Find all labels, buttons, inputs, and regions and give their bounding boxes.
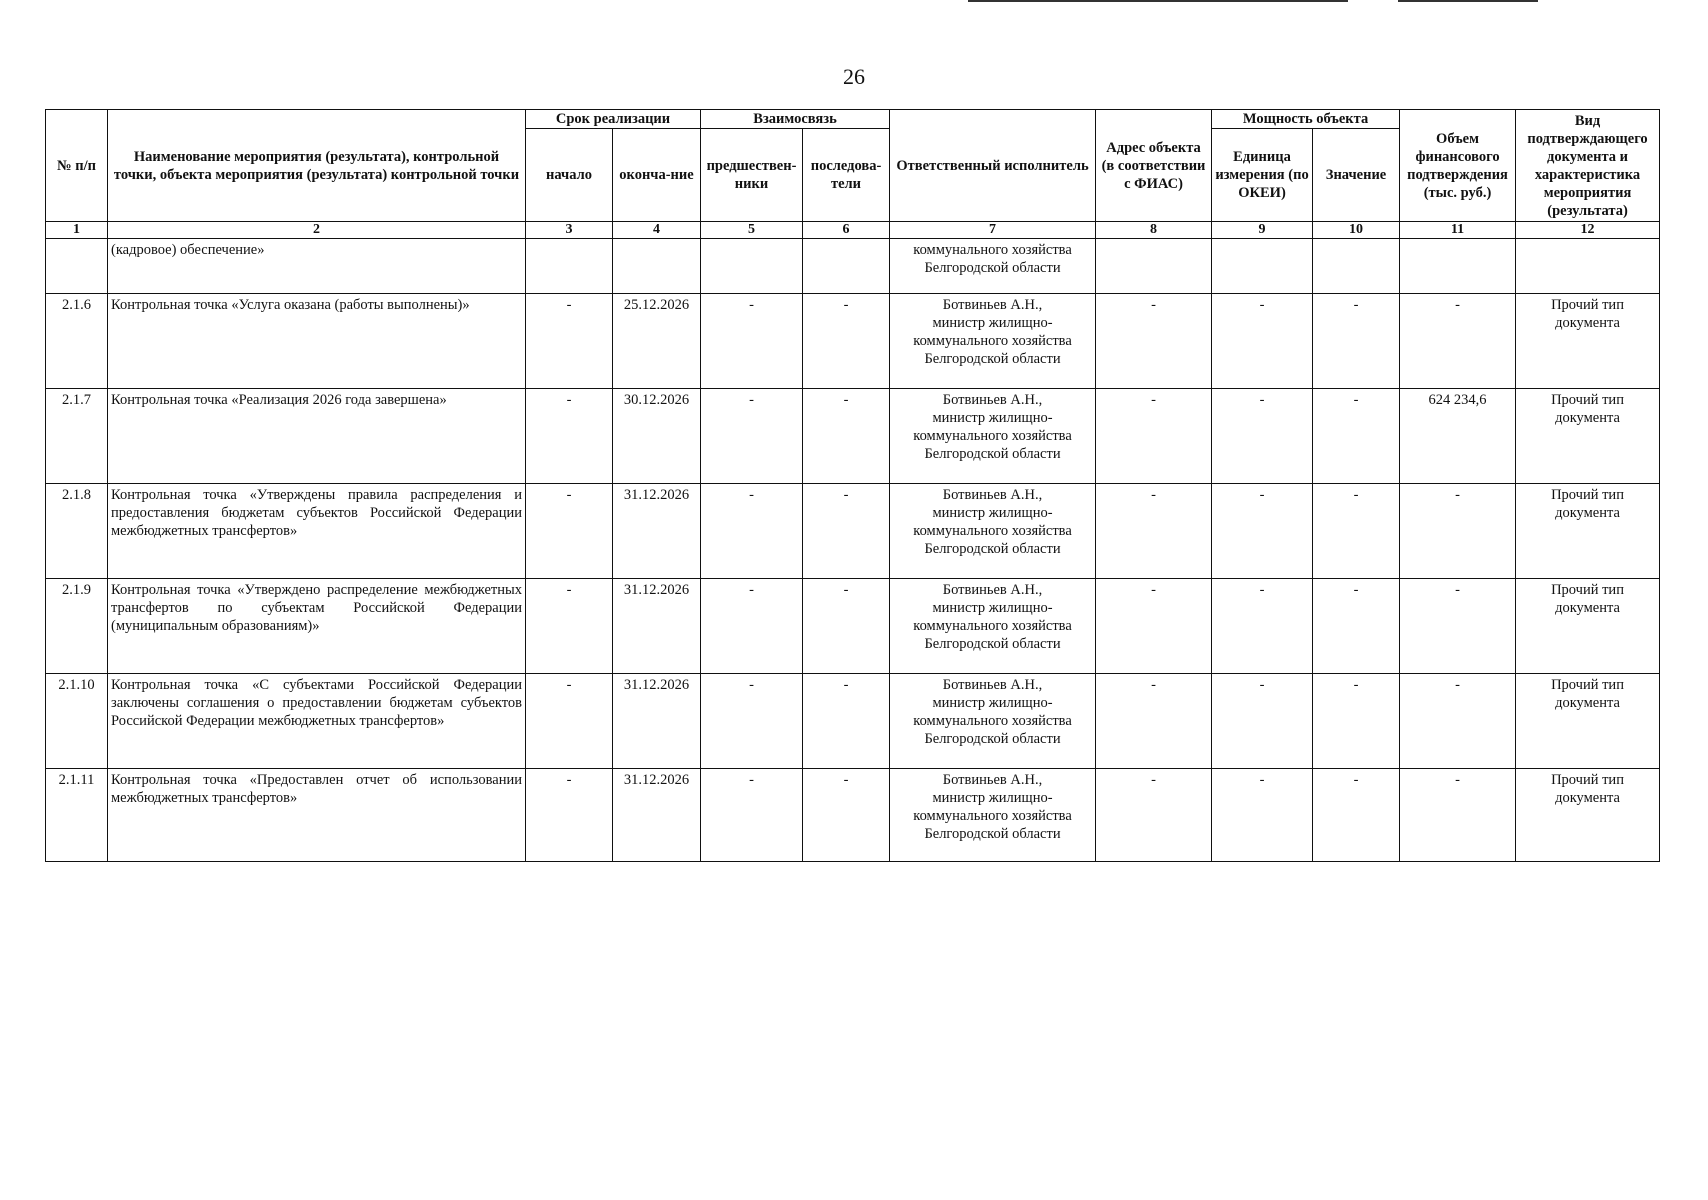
cell-unit: -: [1212, 389, 1313, 484]
cell-address: -: [1096, 769, 1212, 862]
column-number: 2: [108, 222, 526, 239]
cell-responsible: [890, 484, 1096, 579]
cell-value: -: [1313, 294, 1400, 389]
cell-pred: -: [701, 579, 803, 674]
cell-end: 30.12.2026: [613, 389, 701, 484]
responsible-line: Ботвиньев А.Н.,: [942, 297, 1043, 313]
responsible-line: коммунального хозяйства: [913, 242, 1072, 258]
cell-unit: -: [1212, 484, 1313, 579]
cell-num: 2.1.7: [46, 389, 108, 484]
top-rule-right: [1398, 0, 1538, 2]
table-row: [46, 674, 1660, 769]
responsible-line: коммунального хозяйства: [913, 808, 1072, 824]
cell-end: 31.12.2026: [613, 579, 701, 674]
column-number: 4: [613, 222, 701, 239]
cell-responsible: [890, 294, 1096, 389]
cell-address: -: [1096, 294, 1212, 389]
cell-doc: [1516, 239, 1660, 294]
cell-succ: [803, 239, 890, 294]
cell-address: -: [1096, 389, 1212, 484]
responsible-line: Белгородской области: [924, 351, 1061, 367]
cell-num: 2.1.8: [46, 484, 108, 579]
cell-value: [1313, 239, 1400, 294]
cell-pred: -: [701, 484, 803, 579]
header-period-group: Срок реализации: [526, 110, 701, 129]
cell-value: -: [1313, 389, 1400, 484]
column-number: 12: [1516, 222, 1660, 239]
cell-volume: -: [1400, 674, 1516, 769]
cell-pred: -: [701, 674, 803, 769]
cell-succ: -: [803, 769, 890, 862]
header-doc-type: Вид подтверждающего документа и характеристика мероприятия (результата): [1516, 110, 1660, 222]
cell-unit: -: [1212, 294, 1313, 389]
cell-responsible: [890, 674, 1096, 769]
responsible-line: Ботвиньев А.Н.,: [942, 487, 1043, 503]
cell-start: -: [526, 674, 613, 769]
cell-volume: -: [1400, 294, 1516, 389]
cell-volume: 624 234,6: [1400, 389, 1516, 484]
cell-start: [526, 239, 613, 294]
table-row: [46, 484, 1660, 579]
column-number: 8: [1096, 222, 1212, 239]
cell-doc: Прочий тип документа: [1516, 484, 1660, 579]
header-address: Адрес объекта (в соответствии с ФИАС): [1096, 110, 1212, 222]
responsible-line: Белгородской области: [924, 446, 1061, 462]
responsible-line: коммунального хозяйства: [913, 333, 1072, 349]
table-row: [46, 769, 1660, 862]
responsible-line: министр жилищно-: [932, 505, 1053, 521]
cell-end: 31.12.2026: [613, 674, 701, 769]
header-responsible: Ответственный исполнитель: [890, 110, 1096, 222]
table-row: [46, 294, 1660, 389]
cell-address: [1096, 239, 1212, 294]
top-rule-left: [968, 0, 1348, 2]
cell-address: -: [1096, 484, 1212, 579]
cell-unit: -: [1212, 769, 1313, 862]
responsible-line: коммунального хозяйства: [913, 523, 1072, 539]
cell-end: [613, 239, 701, 294]
cell-volume: -: [1400, 579, 1516, 674]
responsible-line: министр жилищно-: [932, 410, 1053, 426]
responsible-line: министр жилищно-: [932, 790, 1053, 806]
column-numbers-row: [46, 222, 1660, 239]
header-successors: последова-тели: [803, 129, 890, 222]
cell-doc: Прочий тип документа: [1516, 389, 1660, 484]
header-num: № п/п: [46, 110, 108, 222]
column-number: 11: [1400, 222, 1516, 239]
cell-doc: Прочий тип документа: [1516, 294, 1660, 389]
cell-value: -: [1313, 769, 1400, 862]
cell-num: 2.1.9: [46, 579, 108, 674]
column-number: 1: [46, 222, 108, 239]
cell-name: Контрольная точка «Услуга оказана (работы выполнены)»: [108, 294, 526, 389]
responsible-line: Белгородской области: [924, 636, 1061, 652]
cell-doc: Прочий тип документа: [1516, 769, 1660, 862]
responsible-line: министр жилищно-: [932, 695, 1053, 711]
cell-name: Контрольная точка «Утверждено распределение межбюджетных трансфертов по субъектам Российской Федерации (муниципальным образованиям)»: [108, 579, 526, 674]
cell-responsible: [890, 239, 1096, 294]
responsible-line: Белгородской области: [924, 260, 1061, 276]
cell-start: -: [526, 769, 613, 862]
cell-volume: -: [1400, 769, 1516, 862]
header-start: начало: [526, 129, 613, 222]
cell-responsible: [890, 769, 1096, 862]
header-predecessors: предшествен-ники: [701, 129, 803, 222]
header-capacity-group: Мощность объекта: [1212, 110, 1400, 129]
column-number: 5: [701, 222, 803, 239]
cell-pred: -: [701, 389, 803, 484]
column-number: 6: [803, 222, 890, 239]
header-value: Значение: [1313, 129, 1400, 222]
header-name: Наименование мероприятия (результата), контрольной точки, объекта мероприятия (результата) контрольной точки: [108, 110, 526, 222]
column-number: 9: [1212, 222, 1313, 239]
cell-address: -: [1096, 579, 1212, 674]
cell-volume: [1400, 239, 1516, 294]
responsible-line: коммунального хозяйства: [913, 713, 1072, 729]
header-link-group: Взаимосвязь: [701, 110, 890, 129]
cell-start: -: [526, 484, 613, 579]
cell-doc: Прочий тип документа: [1516, 579, 1660, 674]
responsible-line: министр жилищно-: [932, 600, 1053, 616]
cell-doc: Прочий тип документа: [1516, 674, 1660, 769]
responsible-line: Ботвиньев А.Н.,: [942, 582, 1043, 598]
cell-responsible: [890, 389, 1096, 484]
responsible-line: министр жилищно-: [932, 315, 1053, 331]
column-number: 7: [890, 222, 1096, 239]
cell-volume: -: [1400, 484, 1516, 579]
cell-value: -: [1313, 674, 1400, 769]
cell-pred: -: [701, 294, 803, 389]
header-unit: Единица измерения (по ОКЕИ): [1212, 129, 1313, 222]
cell-unit: [1212, 239, 1313, 294]
cell-succ: -: [803, 484, 890, 579]
cell-succ: -: [803, 389, 890, 484]
page-number: 26: [843, 64, 865, 89]
cell-name: Контрольная точка «С субъектами Российской Федерации заключены соглашения о предоставлении бюджетам субъектов Российской Федерации межбюджетных трансфертов»: [108, 674, 526, 769]
responsible-line: коммунального хозяйства: [913, 618, 1072, 634]
cell-succ: -: [803, 579, 890, 674]
cell-value: -: [1313, 579, 1400, 674]
cell-start: -: [526, 579, 613, 674]
cell-value: -: [1313, 484, 1400, 579]
cell-name: Контрольная точка «Реализация 2026 года завершена»: [108, 389, 526, 484]
table-row: [46, 579, 1660, 674]
cell-end: 25.12.2026: [613, 294, 701, 389]
cell-end: 31.12.2026: [613, 484, 701, 579]
cell-name: (кадровое) обеспечение»: [108, 239, 526, 294]
responsible-line: Белгородской области: [924, 731, 1061, 747]
column-number: 3: [526, 222, 613, 239]
responsible-line: Белгородской области: [924, 541, 1061, 557]
cell-num: 2.1.6: [46, 294, 108, 389]
responsible-line: коммунального хозяйства: [913, 428, 1072, 444]
cell-num: [46, 239, 108, 294]
responsible-line: Ботвиньев А.Н.,: [942, 392, 1043, 408]
responsible-line: Белгородской области: [924, 826, 1061, 842]
table-header: [46, 110, 1660, 239]
cell-unit: -: [1212, 579, 1313, 674]
cell-responsible: [890, 579, 1096, 674]
cell-name: Контрольная точка «Утверждены правила распределения и предоставления бюджетам субъектов Российской Федерации межбюджетных трансфертов»: [108, 484, 526, 579]
table-row: [46, 389, 1660, 484]
cell-succ: -: [803, 294, 890, 389]
table-row-continuation: [46, 239, 1660, 294]
cell-name: Контрольная точка «Предоставлен отчет об использовании межбюджетных трансфертов»: [108, 769, 526, 862]
cell-succ: -: [803, 674, 890, 769]
responsible-line: Ботвиньев А.Н.,: [942, 772, 1043, 788]
cell-end: 31.12.2026: [613, 769, 701, 862]
cell-num: 2.1.10: [46, 674, 108, 769]
column-number: 10: [1313, 222, 1400, 239]
cell-start: -: [526, 389, 613, 484]
cell-pred: -: [701, 769, 803, 862]
cell-start: -: [526, 294, 613, 389]
responsible-line: Ботвиньев А.Н.,: [942, 677, 1043, 693]
cell-address: -: [1096, 674, 1212, 769]
header-volume: Объем финансового подтверждения (тыс. руб.): [1400, 110, 1516, 222]
cell-unit: -: [1212, 674, 1313, 769]
plan-table: [45, 109, 1660, 862]
cell-num: 2.1.11: [46, 769, 108, 862]
table-body: [46, 239, 1660, 862]
header-end: оконча-ние: [613, 129, 701, 222]
cell-pred: [701, 239, 803, 294]
